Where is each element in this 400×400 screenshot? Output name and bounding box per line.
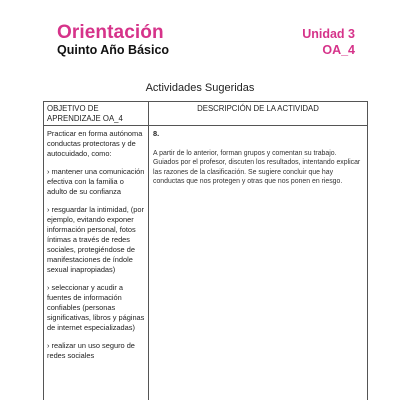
objective-intro: Practicar en forma autónoma conductas protectoras y de autocuidado, como: (47, 129, 143, 158)
objective-item: › seleccionar y acudir a fuentes de información confiables (personas significativas, libros y páginas de internet especializadas) (47, 283, 145, 332)
column-header-objective: OBJETIVO DE APRENDIZAJE OA_4 (44, 102, 149, 126)
column-header-description: DESCRIPCIÓN DE LA ACTIVIDAD (149, 102, 368, 126)
activities-table (43, 101, 368, 400)
objective-item: › realizar un uso seguro de redes sociales (47, 341, 135, 360)
page-title: Orientación (57, 22, 164, 43)
activity-text: A partir de lo anterior, forman grupos y comentan su trabajo. Guiados por el profesor, discuten los resultados, intentando explicar las razones de la clasificación. Se sugiere concluir que hay conductas que nos protegen y otras que nos ponen en riesgo. (153, 149, 361, 186)
objective-cell (44, 126, 149, 400)
table-row (44, 126, 368, 400)
grade-subtitle: Quinto Año Básico (57, 43, 170, 57)
objective-item: › resguardar la intimidad, (por ejemplo, evitando exponer información personal, fotos íntimas a través de redes sociales, protegiéndose de manifestaciones de índole sexual inapropiadas) (47, 205, 144, 274)
description-cell (149, 126, 368, 400)
section-heading: Actividades Sugeridas (145, 82, 255, 94)
activity-number: 8. (153, 129, 160, 138)
objective-code: OA_4 (322, 43, 355, 57)
unit-label: Unidad 3 (302, 27, 355, 41)
table-header-row (44, 102, 368, 126)
objective-item: › mantener una comunicación efectiva con la familia o adulto de su confianza (47, 167, 145, 196)
